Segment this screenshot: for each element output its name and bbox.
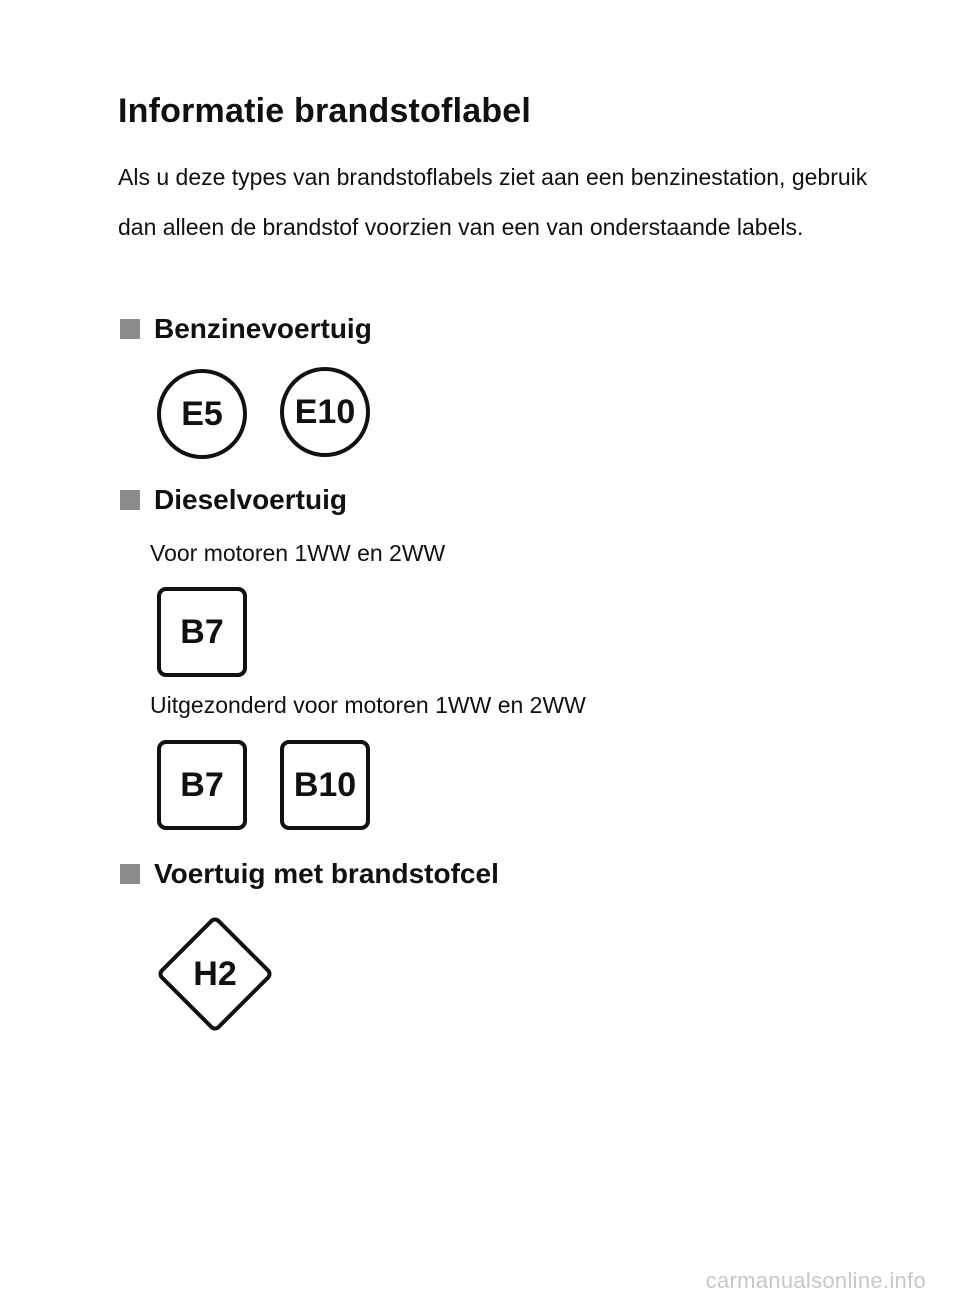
section-heading-fuel-cell bbox=[120, 856, 499, 892]
page-title: Informatie brandstoflabel bbox=[118, 92, 532, 130]
square-bullet-icon bbox=[120, 864, 140, 884]
fuel-label-b7: B7 bbox=[157, 587, 247, 677]
section-heading-benzine bbox=[120, 311, 372, 347]
intro-paragraph: Als u deze types van brandstoflabels ziet aan een benzinestation, gebruik dan alleen de brandstof voorzien van een van onderstaande labels. bbox=[118, 164, 868, 240]
diesel-engine-note: Voor motoren 1WW en 2WW bbox=[150, 540, 446, 566]
section-heading-label: Dieselvoertuig bbox=[154, 484, 347, 515]
fuel-label-h2-text: H2 bbox=[193, 954, 237, 993]
diesel-engine-exception-note: Uitgezonderd voor motoren 1WW en 2WW bbox=[150, 692, 586, 718]
section-heading-label: Benzinevoertuig bbox=[154, 313, 372, 344]
square-bullet-icon bbox=[120, 490, 140, 510]
fuel-label-h2 bbox=[154, 913, 276, 1035]
fuel-label-e5: E5 bbox=[157, 369, 247, 459]
square-bullet-icon bbox=[120, 319, 140, 339]
watermark: carmanualsonline.info bbox=[705, 1268, 926, 1293]
section-heading-diesel bbox=[120, 482, 347, 518]
fuel-label-e10: E10 bbox=[280, 367, 370, 457]
fuel-label-b7: B7 bbox=[157, 740, 247, 830]
fuel-label-b10: B10 bbox=[280, 740, 370, 830]
section-heading-label: Voertuig met brandstofcel bbox=[154, 858, 499, 889]
